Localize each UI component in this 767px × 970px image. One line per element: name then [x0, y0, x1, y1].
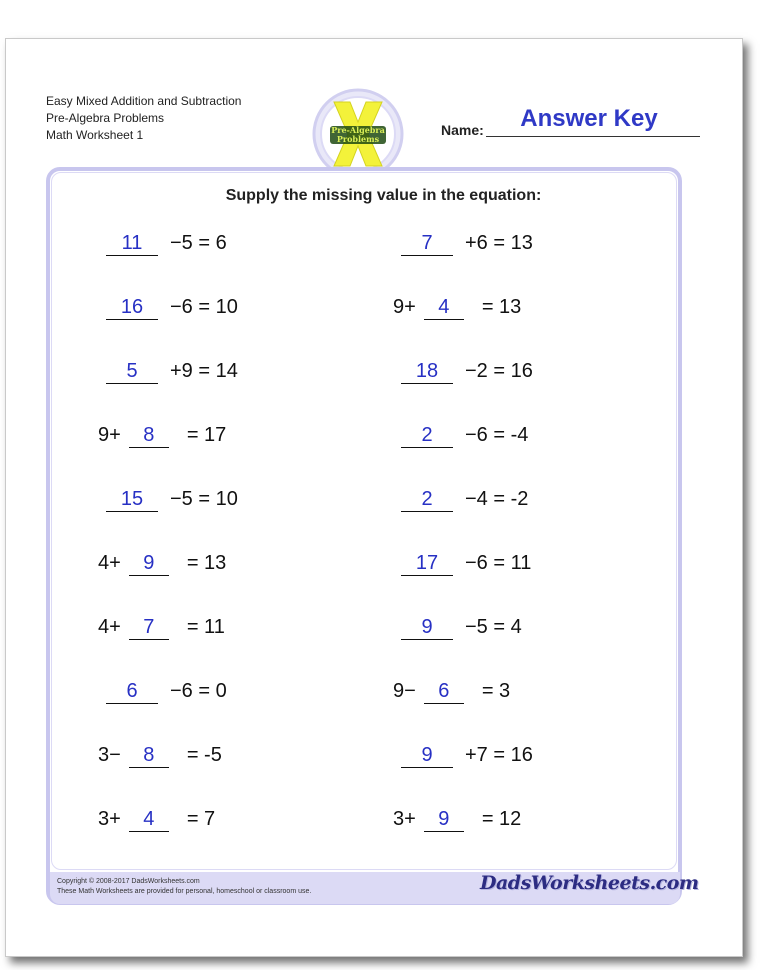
problem-equation: −2 = 16 [465, 360, 533, 382]
answer-blank: 6 [106, 679, 158, 704]
name-line [486, 136, 700, 137]
answer-blank: 6 [424, 679, 464, 704]
problem-6 [393, 356, 533, 386]
answer-blank: 15 [106, 487, 158, 512]
problem-12 [393, 548, 531, 578]
worksheet-title: Easy Mixed Addition and Subtraction [46, 94, 242, 108]
problem-equation: −5 = 10 [170, 488, 238, 510]
problem-prefix: 3− [98, 744, 121, 766]
problem-7 [98, 420, 226, 450]
answer-blank: 4 [424, 295, 464, 320]
problem-equation: = 7 [186, 808, 216, 830]
problem-equation: −5 = 4 [465, 616, 522, 638]
problem-13 [98, 612, 225, 642]
name-label: Name: [441, 122, 484, 138]
problem-4 [393, 292, 521, 322]
logo-text-line2: Problems [336, 134, 380, 144]
answer-blank: 16 [106, 295, 158, 320]
problem-equation: = -5 [186, 744, 222, 766]
problem-equation: = 13 [186, 552, 227, 574]
answer-blank: 5 [106, 359, 158, 384]
problem-equation: −4 = -2 [465, 488, 529, 510]
worksheet-header [46, 93, 241, 144]
answer-blank: 9 [129, 551, 169, 576]
problem-16 [393, 676, 510, 706]
problem-prefix: 9− [393, 680, 416, 702]
logo-text-line1: Pre-Algebra [331, 125, 385, 135]
answer-blank: 2 [401, 423, 453, 448]
answer-blank: 8 [129, 423, 169, 448]
answer-blank: 7 [129, 615, 169, 640]
problem-prefix: 4+ [98, 552, 121, 574]
problem-equation: +7 = 16 [465, 744, 533, 766]
problem-prefix: 4+ [98, 616, 121, 638]
problem-prefix: 9+ [393, 296, 416, 318]
problem-20 [393, 804, 521, 834]
problem-8 [393, 420, 528, 450]
problem-18 [393, 740, 533, 770]
problem-equation: = 17 [186, 424, 227, 446]
problem-prefix: 9+ [98, 424, 121, 446]
problem-17 [98, 740, 222, 770]
footer-copyright [57, 877, 311, 897]
answer-blank: 8 [129, 743, 169, 768]
problem-prefix: 3+ [393, 808, 416, 830]
worksheet-number: Math Worksheet 1 [46, 128, 144, 142]
answer-key-label: Answer Key [520, 105, 658, 132]
problem-2 [393, 228, 533, 258]
problem-equation: −6 = 0 [170, 680, 227, 702]
problem-equation: = 3 [481, 680, 511, 702]
instructions: Supply the missing value in the equation: [225, 187, 542, 204]
answer-blank: 9 [424, 807, 464, 832]
problem-equation: +6 = 13 [465, 232, 533, 254]
answer-blank: 7 [401, 231, 453, 256]
problem-14 [393, 612, 522, 642]
worksheet-subtitle: Pre-Algebra Problems [46, 111, 165, 125]
problem-equation: −5 = 6 [170, 232, 227, 254]
problem-3 [98, 292, 238, 322]
answer-blank: 11 [106, 231, 158, 256]
answer-blank: 2 [401, 487, 453, 512]
problem-19 [98, 804, 215, 834]
problem-equation: −6 = 11 [465, 552, 532, 574]
problem-1 [98, 228, 227, 258]
problem-equation: = 12 [481, 808, 522, 830]
answer-blank: 9 [401, 615, 453, 640]
answer-blank: 18 [401, 359, 453, 384]
problem-9 [98, 484, 238, 514]
brand-logo: DadsWorksheets.com [480, 872, 699, 894]
problem-5 [98, 356, 238, 386]
problem-equation: −6 = 10 [170, 296, 238, 318]
problem-equation: −6 = -4 [465, 424, 529, 446]
usage-notice: These Math Worksheets are provided for personal, homeschool or classroom use. [57, 888, 312, 895]
answer-blank: 4 [129, 807, 169, 832]
problem-10 [393, 484, 528, 514]
problem-equation: +9 = 14 [170, 360, 238, 382]
problem-15 [98, 676, 227, 706]
answer-blank: 9 [401, 743, 453, 768]
problem-equation: = 13 [481, 296, 522, 318]
answer-blank: 17 [401, 551, 453, 576]
problem-equation: = 11 [186, 616, 225, 638]
problem-prefix: 3+ [98, 808, 121, 830]
copyright-text: Copyright © 2008-2017 DadsWorksheets.com [57, 878, 200, 885]
problem-11 [98, 548, 226, 578]
